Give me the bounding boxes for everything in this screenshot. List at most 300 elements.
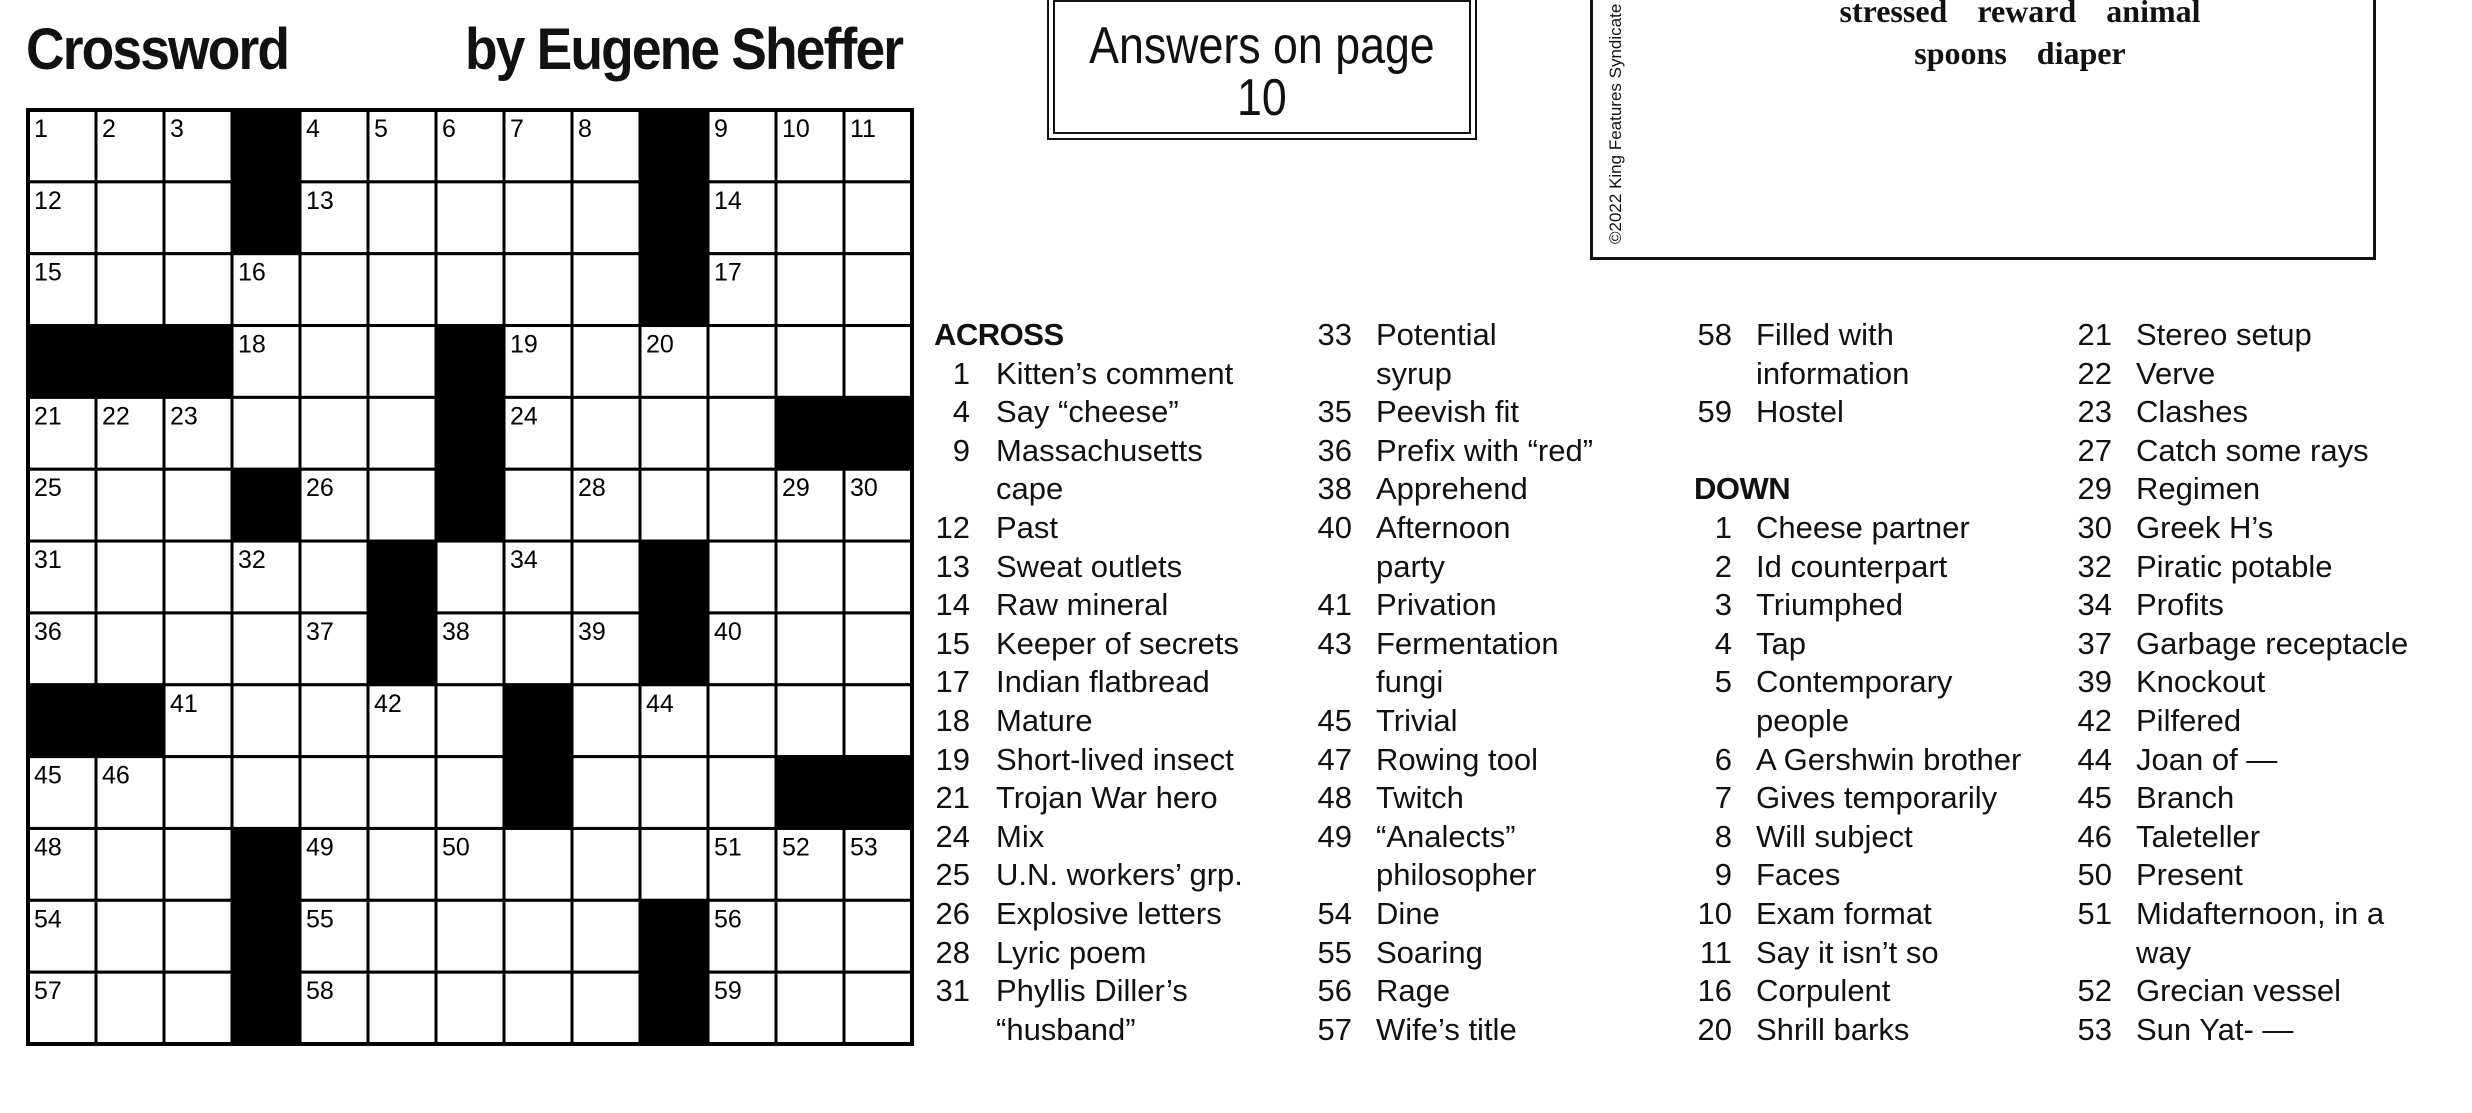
clue (1314, 586, 1654, 625)
grid-cell[interactable] (164, 613, 232, 685)
clue-number: 54 (1317, 895, 1352, 931)
grid-cell[interactable] (504, 613, 572, 685)
grid-number: 36 (34, 617, 62, 646)
grid-cell[interactable] (708, 757, 776, 829)
clue-text-line: Stereo setup (2136, 317, 2312, 352)
clue (1694, 895, 2034, 934)
clue-number: 2 (1714, 548, 1732, 584)
clue (934, 663, 1274, 702)
grid-cell[interactable] (436, 685, 504, 757)
grid-number: 55 (306, 905, 334, 934)
clue (934, 702, 1274, 741)
answers-notice-line1: Answers on page (1089, 17, 1435, 75)
clue-text-line: Trojan War hero (996, 780, 1218, 816)
clue-text-line: Hostel (1756, 394, 1844, 430)
clue (1314, 393, 1654, 432)
grid-cell[interactable] (640, 397, 708, 469)
clue (1314, 702, 1654, 741)
grid-block (436, 397, 504, 469)
clue (1314, 316, 1654, 393)
clue-text-line: Catch some rays (2136, 432, 2369, 468)
grid-cell[interactable] (572, 757, 640, 829)
clue-text-line: Mature (996, 702, 1093, 738)
grid-cell[interactable] (776, 254, 844, 326)
grid-number: 14 (714, 186, 742, 215)
grid-cell[interactable] (232, 613, 300, 685)
grid-cell[interactable] (368, 757, 436, 829)
grid-cell[interactable] (300, 685, 368, 757)
clue-text (2112, 856, 2472, 895)
puzzle-title: Crossword (26, 17, 289, 82)
grid-cell[interactable] (504, 828, 572, 900)
grid-cell[interactable] (436, 900, 504, 972)
grid-number: 13 (306, 186, 334, 215)
clue-text (970, 818, 1274, 857)
clue-text (1732, 625, 2034, 664)
clue-text-line: Pilfered (2136, 702, 2242, 738)
grid-cell[interactable] (368, 326, 436, 398)
clue (2074, 1011, 2472, 1050)
grid-cell[interactable] (776, 326, 844, 398)
clue-text (1732, 393, 2034, 432)
grid-number: 15 (34, 258, 62, 287)
clue-text (970, 548, 1274, 587)
clue-text-line: Rowing tool (1376, 741, 1538, 777)
clue-number: 39 (2077, 664, 2112, 700)
clue-number: 59 (1697, 394, 1732, 430)
clue-text-line: Present (2136, 857, 2243, 893)
clue-text-line: Rage (1376, 973, 1451, 1009)
section-gap (1694, 432, 2034, 471)
clue-text-line: Profits (2136, 587, 2224, 623)
grid-block (28, 685, 96, 757)
clue-number: 18 (935, 702, 970, 738)
grid-cell[interactable] (300, 541, 368, 613)
grid-cell[interactable] (504, 469, 572, 541)
clue-text-line: Trivial (1376, 702, 1458, 738)
grid-block (844, 397, 912, 469)
clue-number: 30 (2077, 509, 2112, 545)
clue-text-line: Massachusetts (996, 432, 1203, 468)
clue-text (1352, 625, 1654, 702)
grid-cell[interactable] (164, 828, 232, 900)
grid-block (28, 326, 96, 398)
clue-text (970, 586, 1274, 625)
grid-block (96, 326, 164, 398)
grid-cell[interactable] (96, 541, 164, 613)
clue-text (970, 625, 1274, 664)
grid-number: 42 (374, 689, 402, 718)
grid-block (232, 972, 300, 1044)
grid-number: 12 (34, 186, 62, 215)
clue-number: 48 (1317, 780, 1352, 816)
grid-number: 56 (714, 905, 742, 934)
clue-number: 45 (2077, 780, 2112, 816)
jumble-words-line2: spoons diaper (1914, 35, 2126, 71)
clue-text (2112, 316, 2472, 355)
clue-text-line: information (1756, 355, 1910, 391)
grid-cell[interactable] (776, 541, 844, 613)
clue-number: 17 (935, 664, 970, 700)
grid-cell[interactable] (708, 397, 776, 469)
clue-text-line: Garbage receptacle (2136, 625, 2409, 661)
clue-text (1352, 1011, 1654, 1050)
clue-text-line: Regimen (2136, 471, 2261, 507)
grid-cell[interactable] (776, 613, 844, 685)
grid-block (232, 469, 300, 541)
grid-cell[interactable] (164, 900, 232, 972)
grid-block (368, 613, 436, 685)
grid-cell[interactable] (572, 685, 640, 757)
grid-cell[interactable] (844, 900, 912, 972)
clue-text (1352, 818, 1654, 895)
clue-text-line: syrup (1376, 355, 1452, 391)
clue (2074, 741, 2472, 780)
clue-number: 35 (1317, 394, 1352, 430)
clue-number: 24 (935, 818, 970, 854)
clue-number: 9 (1714, 857, 1732, 893)
grid-cell[interactable] (572, 326, 640, 398)
clue-text-line: Grecian vessel (2136, 973, 2342, 1009)
grid-block (504, 685, 572, 757)
grid-cell[interactable] (776, 972, 844, 1044)
clue (2074, 470, 2472, 509)
grid-cell[interactable] (844, 685, 912, 757)
clue-number: 47 (1317, 741, 1352, 777)
grid-cell[interactable] (436, 972, 504, 1044)
grid-cell[interactable] (368, 182, 436, 254)
clue (934, 355, 1274, 394)
grid-block (436, 469, 504, 541)
grid-cell[interactable] (164, 757, 232, 829)
grid-block (640, 900, 708, 972)
clue-number: 1 (952, 355, 970, 391)
grid-cell[interactable] (640, 828, 708, 900)
clue-text (1732, 818, 2034, 857)
grid-cell[interactable] (844, 541, 912, 613)
grid-number: 32 (238, 546, 266, 575)
clue-text-line: fungi (1376, 664, 1444, 700)
clue-text (2112, 432, 2472, 471)
clue-text-line: Explosive letters (996, 895, 1222, 931)
clue-number: 22 (2077, 355, 2112, 391)
grid-cell[interactable] (640, 469, 708, 541)
grid-number: 39 (578, 617, 606, 646)
clue-text (2112, 972, 2472, 1011)
grid-number: 53 (850, 833, 878, 862)
clue-text (1352, 779, 1654, 818)
grid-cell[interactable] (504, 900, 572, 972)
clue-text-line: Wife’s title (1376, 1011, 1517, 1047)
grid-cell[interactable] (164, 182, 232, 254)
clue (1694, 509, 2034, 548)
grid-number: 1 (34, 115, 48, 143)
grid-cell[interactable] (572, 900, 640, 972)
clue-number: 33 (1317, 317, 1352, 352)
clue (1314, 895, 1654, 934)
grid-number: 52 (782, 833, 810, 862)
clue-text (1352, 586, 1654, 625)
grid-number: 26 (306, 474, 334, 503)
grid-number: 59 (714, 977, 742, 1006)
clue-number: 55 (1317, 934, 1352, 970)
grid-block (776, 397, 844, 469)
clue (2074, 895, 2472, 972)
clue-text-line: Knockout (2136, 664, 2266, 700)
clues-column-2 (1314, 316, 1654, 1049)
grid-cell[interactable] (640, 757, 708, 829)
grid-cell[interactable] (572, 397, 640, 469)
clue-text (1732, 972, 2034, 1011)
grid-cell[interactable] (96, 828, 164, 900)
clue (1694, 586, 2034, 625)
grid-block (844, 757, 912, 829)
grid-cell[interactable] (368, 397, 436, 469)
grid-cell[interactable] (844, 972, 912, 1044)
clue-text-line: Fermentation (1376, 625, 1559, 661)
clue (2074, 972, 2472, 1011)
clue (1694, 818, 2034, 857)
grid-block (232, 182, 300, 254)
clue-text-line: Faces (1756, 857, 1841, 893)
grid-cell[interactable] (844, 326, 912, 398)
grid-cell[interactable] (368, 254, 436, 326)
grid-cell[interactable] (232, 685, 300, 757)
grid-cell[interactable] (572, 972, 640, 1044)
grid-number: 11 (850, 115, 876, 143)
clue-number: 3 (1714, 587, 1732, 623)
clue-text-line: Exam format (1756, 895, 1932, 931)
clue-text-line: Piratic potable (2136, 548, 2333, 584)
grid-number: 5 (374, 115, 388, 143)
clue (934, 741, 1274, 780)
clue (1314, 1011, 1654, 1050)
grid-cell[interactable] (232, 757, 300, 829)
clue-text-line: Short-lived insect (996, 741, 1234, 777)
grid-cell[interactable] (96, 972, 164, 1044)
grid-cell[interactable] (96, 900, 164, 972)
clue-text-line: Mix (996, 818, 1045, 854)
clue-text-line: Raw mineral (996, 587, 1169, 623)
clue-text (1732, 856, 2034, 895)
clue-text (2112, 895, 2472, 972)
clue (934, 779, 1274, 818)
grid-cell[interactable] (96, 613, 164, 685)
clue-text (970, 934, 1274, 973)
clue-text (2112, 586, 2472, 625)
clue-number: 21 (935, 780, 970, 816)
clue-text (970, 663, 1274, 702)
clue (2074, 625, 2472, 664)
clue-text-line: Triumphed (1756, 587, 1904, 623)
crossword-grid (26, 108, 914, 1046)
clue-number: 4 (952, 394, 970, 430)
clue-text (1352, 316, 1654, 393)
grid-cell[interactable] (300, 757, 368, 829)
clue-number: 26 (935, 895, 970, 931)
clue (1694, 316, 2034, 393)
grid-number: 30 (850, 474, 878, 503)
grid-cell[interactable] (368, 469, 436, 541)
clue-number: 10 (1697, 895, 1732, 931)
clue-text-line: Midafternoon, in a (2136, 895, 2385, 931)
grid-cell[interactable] (436, 254, 504, 326)
grid-block (368, 541, 436, 613)
clue-text-line: Keeper of secrets (996, 625, 1239, 661)
clue-text-line: “Analects” (1376, 818, 1516, 854)
clue-text-line: Privation (1376, 587, 1497, 623)
clue-text (2112, 1011, 2472, 1050)
clue-text (1352, 393, 1654, 432)
grid-cell[interactable] (708, 326, 776, 398)
clue-text-line: Tap (1756, 625, 1806, 661)
clues-column-4 (2074, 316, 2472, 1049)
grid-number: 20 (646, 330, 674, 359)
grid-cell[interactable] (436, 182, 504, 254)
clue-text (2112, 741, 2472, 780)
clue-number: 9 (952, 432, 970, 468)
clue (1314, 625, 1654, 702)
clue (2074, 432, 2472, 471)
clue-text (2112, 355, 2472, 394)
clue-text (1352, 895, 1654, 934)
clue-text-line: Sun Yat- — (2136, 1011, 2294, 1047)
grid-number: 58 (306, 977, 334, 1006)
grid-number: 38 (442, 617, 470, 646)
grid-cell[interactable] (164, 469, 232, 541)
grid-cell[interactable] (776, 900, 844, 972)
clue (1694, 779, 2034, 818)
clue-number: 49 (1317, 818, 1352, 854)
grid-number: 51 (714, 833, 742, 862)
clue-text-line: Soaring (1376, 934, 1483, 970)
clue (1694, 625, 2034, 664)
grid-cell[interactable] (572, 254, 640, 326)
grid-block (640, 110, 708, 182)
grid-cell[interactable] (368, 972, 436, 1044)
grid-cell[interactable] (844, 254, 912, 326)
grid-cell[interactable] (436, 757, 504, 829)
grid-cell[interactable] (96, 182, 164, 254)
grid-number: 16 (238, 258, 266, 287)
grid-cell[interactable] (844, 613, 912, 685)
clue-number: 21 (2077, 317, 2112, 352)
clue (1314, 741, 1654, 780)
clue-number: 37 (2077, 625, 2112, 661)
grid-number: 25 (34, 474, 62, 503)
clue-text-line: Filled with (1756, 317, 1894, 352)
grid-cell[interactable] (164, 972, 232, 1044)
clue-number: 46 (2077, 818, 2112, 854)
clue-text (2112, 818, 2472, 857)
clue-text-line: Gives temporarily (1756, 780, 1998, 816)
clue (934, 934, 1274, 973)
grid-cell[interactable] (300, 326, 368, 398)
clue-text-line: U.N. workers’ grp. (996, 857, 1243, 893)
grid-cell[interactable] (504, 972, 572, 1044)
grid-number: 45 (34, 761, 62, 790)
grid-cell[interactable] (504, 254, 572, 326)
grid-number: 46 (102, 761, 130, 790)
clue-text (1732, 586, 2034, 625)
grid-cell[interactable] (776, 182, 844, 254)
clue-text (970, 702, 1274, 741)
grid-cell[interactable] (572, 541, 640, 613)
grid-cell[interactable] (572, 828, 640, 900)
clue (1694, 934, 2034, 973)
clue-text (970, 509, 1274, 548)
clue-text-line: Clashes (2136, 394, 2248, 430)
grid-cell[interactable] (504, 182, 572, 254)
clue-text (1732, 1011, 2034, 1050)
grid-cell[interactable] (708, 685, 776, 757)
clue-text (970, 972, 1274, 1049)
clue-number: 16 (1697, 973, 1732, 1009)
clue-text-line: “husband” (996, 1011, 1136, 1047)
grid-cell[interactable] (96, 254, 164, 326)
clue-number: 57 (1317, 1011, 1352, 1047)
clue-text-line: Cheese partner (1756, 509, 1970, 545)
grid-cell[interactable] (708, 469, 776, 541)
clue-number: 41 (1317, 587, 1352, 623)
clue-text-line: Greek H’s (2136, 509, 2274, 545)
grid-cell[interactable] (368, 828, 436, 900)
clue-text (2112, 702, 2472, 741)
grid-cell[interactable] (368, 900, 436, 972)
clue-text-line: Kitten’s comment (996, 355, 1234, 391)
answers-notice-box (1047, 0, 1477, 140)
grid-cell[interactable] (164, 254, 232, 326)
clue-text (1732, 509, 2034, 548)
clue (1314, 818, 1654, 895)
grid-cell[interactable] (96, 469, 164, 541)
clue-text (970, 741, 1274, 780)
clue (1314, 432, 1654, 471)
clue-text-line: Branch (2136, 780, 2235, 816)
grid-cell[interactable] (572, 182, 640, 254)
grid-cell[interactable] (436, 541, 504, 613)
clue-number: 27 (2077, 432, 2112, 468)
grid-cell[interactable] (164, 541, 232, 613)
grid-number: 34 (510, 546, 538, 575)
clue-number: 13 (935, 548, 970, 584)
clue-text-line: Id counterpart (1756, 548, 1948, 584)
grid-number: 18 (238, 330, 266, 359)
clue-text (970, 432, 1274, 509)
clue-number: 34 (2077, 587, 2112, 623)
grid-cell[interactable] (300, 254, 368, 326)
clue-text (970, 856, 1274, 895)
clue-text (1732, 895, 2034, 934)
jumble-words-line1: stressed reward animal (1839, 0, 2201, 29)
grid-number: 23 (170, 402, 198, 431)
clue-text (1732, 934, 2034, 973)
clue-text-line: cape (996, 471, 1064, 507)
grid-cell[interactable] (232, 397, 300, 469)
grid-cell[interactable] (300, 397, 368, 469)
clue (934, 432, 1274, 509)
grid-block (164, 326, 232, 398)
grid-cell[interactable] (844, 182, 912, 254)
grid-block (504, 757, 572, 829)
clues-column-1 (934, 316, 1274, 1049)
grid-cell[interactable] (708, 541, 776, 613)
grid-cell[interactable] (776, 685, 844, 757)
copyright-notice: ©2022 King Features Syndicate (1606, 3, 1625, 244)
clue-text (2112, 509, 2472, 548)
clue-text (1352, 741, 1654, 780)
clue-number: 11 (1699, 934, 1732, 970)
